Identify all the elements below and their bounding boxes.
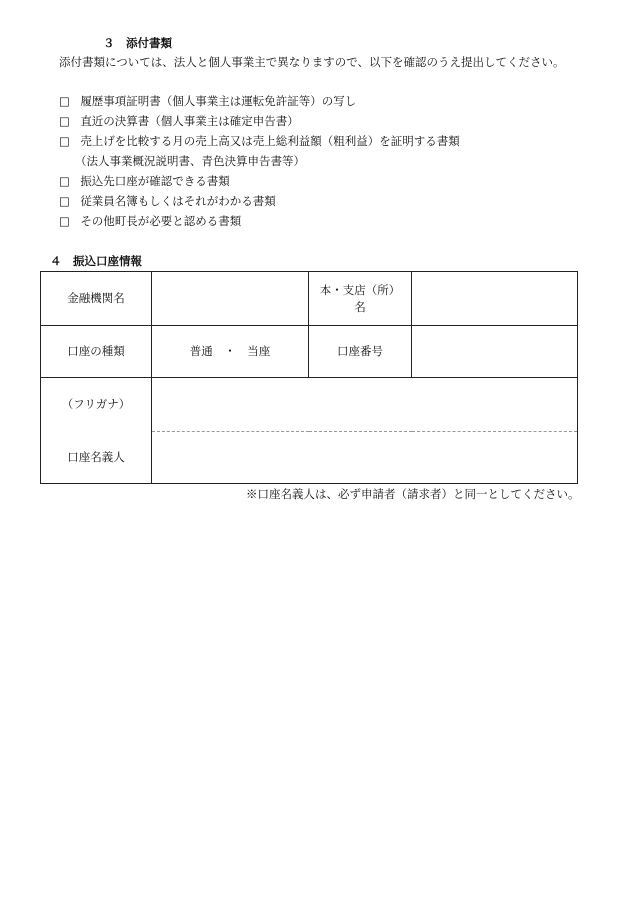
checklist-item-label: 履歴事項証明書（個人事業主は運転免許証等）の写し [80, 94, 357, 108]
bank-name-field[interactable] [152, 272, 309, 326]
account-number-label: 口座番号 [309, 326, 412, 378]
checklist-item [59, 174, 230, 188]
branch-name-label [309, 272, 412, 326]
checkbox-icon[interactable]: □ [59, 214, 70, 228]
furigana-field[interactable] [152, 378, 578, 432]
account-holder-note: ※口座名義人は、必ず申請者（請求者）と同一としてください。 [246, 487, 580, 501]
checklist-item-label: その他町長が必要と認める書類 [80, 214, 242, 228]
account-holder-field[interactable] [152, 432, 578, 484]
checkbox-icon[interactable]: □ [59, 134, 70, 148]
branch-name-label-line2: 名 [354, 299, 366, 314]
checkbox-icon[interactable]: □ [59, 94, 70, 108]
section3-intro: 添付書類については、法人と個人事業主で異なりますので、以下を確認のうえ提出してください。 [59, 55, 565, 69]
checklist-item-label: 振込先口座が確認できる書類 [80, 174, 230, 188]
checklist-item-note: （法人事業概況説明書、青色決算申告書等） [75, 154, 305, 168]
account-type-options[interactable]: 普通 ・ 当座 [152, 326, 309, 378]
checkbox-icon[interactable]: □ [59, 174, 70, 188]
checklist-item-label: 売上げを比較する月の売上高又は売上総利益額（粗利益）を証明する書類 [80, 134, 460, 148]
checklist-item [59, 94, 356, 108]
checkbox-icon[interactable]: □ [59, 114, 70, 128]
checklist-item [59, 214, 241, 228]
checkbox-icon[interactable]: □ [59, 194, 70, 208]
bank-account-table [40, 271, 578, 484]
branch-name-field[interactable] [412, 272, 578, 326]
checklist-item-label: 直近の決算書（個人事業主は確定申告書） [80, 114, 299, 128]
checklist-item [59, 134, 460, 148]
checklist-item-label: 従業員名簿もしくはそれがわかる書類 [80, 194, 276, 208]
account-type-label: 口座の種類 [41, 326, 152, 378]
furigana-label: （フリガナ） [41, 378, 152, 432]
section4-heading: ４ 振込口座情報 [50, 254, 142, 268]
account-holder-label: 口座名義人 [41, 432, 152, 484]
checklist-item [59, 114, 299, 128]
account-number-field[interactable] [412, 326, 578, 378]
bank-name-label: 金融機関名 [41, 272, 152, 326]
section3-heading: ３ 添付書類 [103, 36, 172, 50]
branch-name-label-line1: 本・支店（所） [319, 282, 401, 297]
checklist-item [59, 194, 276, 208]
